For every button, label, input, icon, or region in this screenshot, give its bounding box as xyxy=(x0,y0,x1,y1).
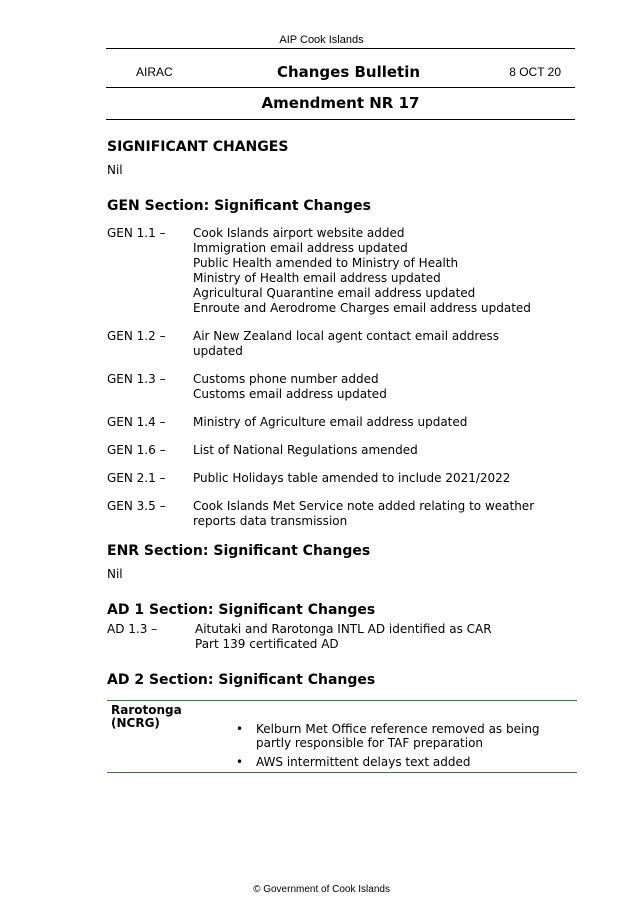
item-code: GEN 1.3 – xyxy=(107,372,166,386)
item-line: updated xyxy=(193,344,243,358)
gen-section-heading: GEN Section: Significant Changes xyxy=(107,198,371,214)
item-line: Public Health amended to Ministry of Health xyxy=(193,256,459,270)
item-line: Cook Islands Met Service note added relating to weather xyxy=(193,499,535,513)
item-code: GEN 2.1 – xyxy=(107,471,166,485)
ad2-changes-table xyxy=(107,700,577,773)
item-code: GEN 1.6 – xyxy=(107,443,166,457)
item-line: List of National Regulations amended xyxy=(193,443,418,457)
significant-changes-heading: SIGNIFICANT CHANGES xyxy=(107,139,289,155)
bullet-icon: • xyxy=(236,722,244,736)
changes-cell xyxy=(216,704,577,769)
item-code: GEN 1.4 – xyxy=(107,415,166,429)
item-line: Enroute and Aerodrome Charges email address updated xyxy=(193,301,531,315)
item-code: GEN 1.2 – xyxy=(107,329,166,343)
bullet-icon: • xyxy=(236,755,244,769)
bulletin-date: 8 OCT 20 xyxy=(509,65,561,79)
list-item xyxy=(107,622,577,652)
gen-items xyxy=(107,226,577,529)
item-line: AWS intermittent delays text added xyxy=(256,755,471,769)
list-item xyxy=(107,226,577,316)
header-row xyxy=(106,59,575,85)
bulletin-title: Changes Bulletin xyxy=(276,63,421,81)
item-line: Immigration email address updated xyxy=(193,241,408,255)
enr-section-heading: ENR Section: Significant Changes xyxy=(107,543,371,559)
item-code: AD 1.3 – xyxy=(107,622,158,636)
item-line: Air New Zealand local agent contact email address xyxy=(193,329,499,343)
significant-changes-body: Nil xyxy=(107,163,123,177)
ad2-section-heading: AD 2 Section: Significant Changes xyxy=(107,672,376,688)
item-line: Agricultural Quarantine email address updated xyxy=(193,286,476,300)
header-top-rule xyxy=(106,48,575,49)
list-item xyxy=(107,443,577,458)
item-code: GEN 3.5 – xyxy=(107,499,166,513)
header-middle-rule xyxy=(106,87,575,88)
item-line: Aitutaki and Rarotonga INTL AD identified as CAR xyxy=(195,622,492,636)
aerodrome-cell xyxy=(107,704,216,769)
list-item xyxy=(107,372,577,402)
list-item xyxy=(107,415,577,430)
publication-title: AIP Cook Islands xyxy=(279,34,364,46)
aerodrome-name: Rarotonga xyxy=(111,703,182,717)
item-line: Ministry of Agriculture email address updated xyxy=(193,415,468,429)
bullet-item xyxy=(216,722,577,750)
amendment-title: Amendment NR 17 xyxy=(261,94,420,112)
item-line: Cook Islands airport website added xyxy=(193,226,405,240)
item-line: Ministry of Health email address updated xyxy=(193,271,441,285)
item-code: GEN 1.1 – xyxy=(107,226,166,240)
item-line: Kelburn Met Office reference removed as being xyxy=(256,722,540,736)
ad1-section-heading: AD 1 Section: Significant Changes xyxy=(107,602,376,618)
page-footer: © Government of Cook Islands xyxy=(253,884,390,895)
bullet-item xyxy=(216,755,577,769)
item-line: Customs email address updated xyxy=(193,387,387,401)
item-line: reports data transmission xyxy=(193,514,348,528)
list-item xyxy=(107,499,577,529)
enr-section-body: Nil xyxy=(107,567,123,581)
aerodrome-code: (NCRG) xyxy=(111,716,160,730)
bulletin-content xyxy=(107,138,577,773)
item-line: Public Holidays table amended to include 2021/2022 xyxy=(193,471,511,485)
list-item xyxy=(107,471,577,486)
item-line: Customs phone number added xyxy=(193,372,379,386)
airac-label: AIRAC xyxy=(136,65,173,79)
item-line: partly responsible for TAF preparation xyxy=(256,736,484,750)
list-item xyxy=(107,329,577,359)
item-line: Part 139 certificated AD xyxy=(195,637,339,651)
header-bottom-rule xyxy=(106,119,575,120)
